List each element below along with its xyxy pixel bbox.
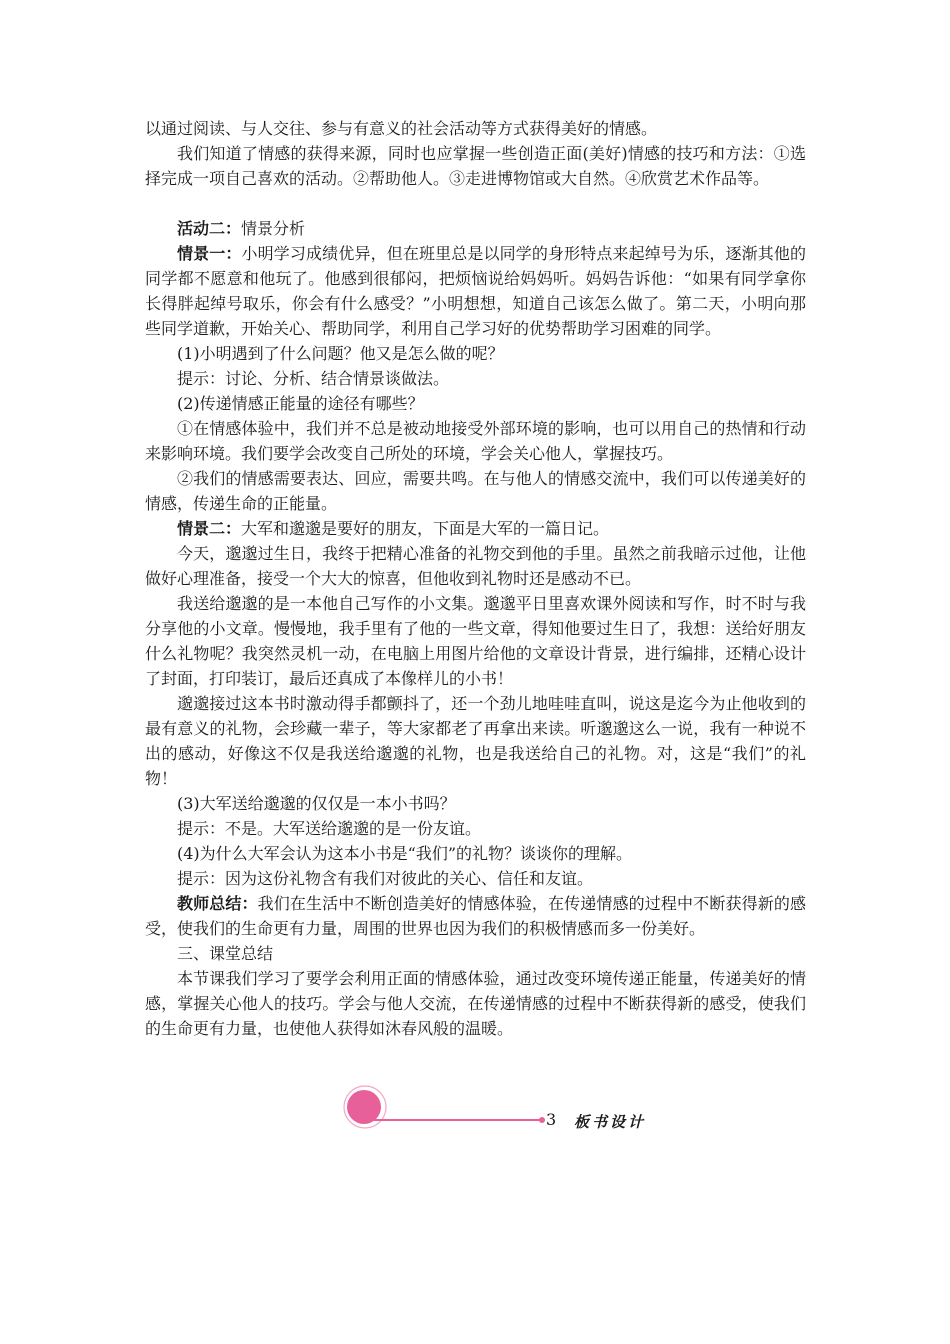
- paragraph-lead: 活动二：: [177, 219, 242, 238]
- paragraph-text: (2)传递情感正能量的途径有哪些？: [177, 394, 424, 413]
- paragraph: [145, 466, 806, 516]
- paragraph: [145, 816, 806, 841]
- paragraph-text: 情景分析: [241, 219, 306, 238]
- decoration-dot: [539, 1117, 545, 1123]
- paragraph: [145, 366, 806, 391]
- paragraph: [145, 941, 806, 966]
- paragraph-text: (4)为什么大军会认为这本小书是“我们”的礼物？谈谈你的理解。: [177, 844, 633, 863]
- paragraph-text: 大军和邈邈是要好的朋友，下面是大军的一篇日记。: [241, 519, 610, 538]
- paragraph: [145, 841, 806, 866]
- paragraph: [145, 966, 806, 1041]
- paragraph-text: ①在情感体验中，我们并不总是被动地接受外部环境的影响，也可以用自己的热情和行动来影响环境。我们要学会改变自己所处的环境，学会关心他人，掌握技巧。: [145, 419, 806, 463]
- paragraph: [145, 341, 806, 366]
- paragraph-lead: 情景一：: [177, 244, 242, 263]
- paragraph: [145, 391, 806, 416]
- paragraph: [145, 866, 806, 891]
- section-number: 3: [546, 1110, 557, 1129]
- paragraph-text: 提示：讨论、分析、结合情景谈做法。: [177, 369, 450, 388]
- paragraph: [145, 116, 806, 141]
- paragraph: [145, 241, 806, 341]
- paragraph-text: 提示：因为这份礼物含有我们对彼此的关心、信任和友谊。: [177, 869, 594, 888]
- paragraph-text: (3)大军送给邈邈的仅仅是一本小书吗？: [177, 794, 456, 813]
- document-body: [145, 116, 806, 1041]
- paragraph: [145, 416, 806, 466]
- paragraph-text: 我们知道了情感的获得来源，同时也应掌握一些创造正面(美好)情感的技巧和方法：①选择完成一项自己喜欢的活动。②帮助他人。③走进博物馆或大自然。④欣赏艺术作品等。: [145, 144, 806, 188]
- paragraph: [145, 141, 806, 191]
- paragraph: [145, 216, 806, 241]
- paragraph-text: 以通过阅读、与人交往、参与有意义的社会活动等方式获得美好的情感。: [145, 119, 658, 138]
- paragraph-text: 本节课我们学习了要学会利用正面的情感体验，通过改变环境传递正能量，传递美好的情感，掌握关心他人的技巧。学会与他人交流，在传递情感的过程中不断获得新的感受，使我们的生命更有力量，也使他人获得如沐春风般的温暖。: [145, 969, 806, 1038]
- paragraph: [145, 791, 806, 816]
- paragraph-text: 我们在生活中不断创造美好的情感体验，在传递情感的过程中不断获得新的感受，使我们的生命更有力量，周围的世界也因为我们的积极情感而多一份美好。: [145, 894, 806, 938]
- paragraph-text: 今天，邈邈过生日，我终于把精心准备的礼物交到他的手里。虽然之前我暗示过他，让他做好心理准备，接受一个大大的惊喜，但他收到礼物时还是感动不已。: [145, 544, 806, 588]
- paragraph-text: ②我们的情感需要表达、回应，需要共鸣。在与他人的情感交流中，我们可以传递美好的情感，传递生命的正能量。: [145, 469, 806, 513]
- paragraph-text: 小明学习成绩优异，但在班里总是以同学的身形特点来起绰号为乐，逐渐其他的同学都不愿意和他玩了。他感到很郁闷，把烦恼说给妈妈听。妈妈告诉他：“如果有同学拿你长得胖起绰号取乐，你会有什么感受？”小明想想，知道自己该怎么做了。第二天，小明向那些同学道歉，开始关心、帮助同学，利用自己学习好的优势帮助学习困难的同学。: [145, 244, 806, 338]
- paragraph-text: 提示：不是。大军送给邈邈的是一份友谊。: [177, 819, 482, 838]
- paragraph-text: (1)小明遇到了什么问题？他又是怎么做的呢？: [177, 344, 504, 363]
- paragraph-lead: 教师总结：: [177, 894, 258, 913]
- paragraph: [145, 891, 806, 941]
- decoration-circle: [347, 1090, 381, 1124]
- paragraph: [145, 516, 806, 541]
- section-title: 板书设计: [574, 1113, 647, 1131]
- paragraph: [145, 691, 806, 791]
- paragraph-text: 三、课堂总结: [177, 944, 274, 963]
- paragraph-text: 我送给邈邈的是一本他自己写作的小文集。邈邈平日里喜欢课外阅读和写作，时不时与我分享他的小文章。慢慢地，我手里有了他的一些文章，得知他要过生日了，我想：送给好朋友什么礼物呢？我突然灵机一动，在电脑上用图片给他的文章设计背景，进行编排，还精心设计了封面，打印装订，最后还真成了本像样儿的小书！: [145, 594, 806, 688]
- paragraph-text: 邈邈接过这本书时激动得手都颤抖了，还一个劲儿地哇哇直叫，说这是迄今为止他收到的最有意义的礼物，会珍藏一辈子，等大家都老了再拿出来读。听邈邈这么一说，我有一种说不出的感动，好像这不仅是我送给邈邈的礼物，也是我送给自己的礼物。对，这是“我们”的礼物！: [145, 694, 806, 788]
- paragraph: [145, 591, 806, 691]
- paragraph-lead: 情景二：: [177, 519, 242, 538]
- paragraph: [145, 541, 806, 591]
